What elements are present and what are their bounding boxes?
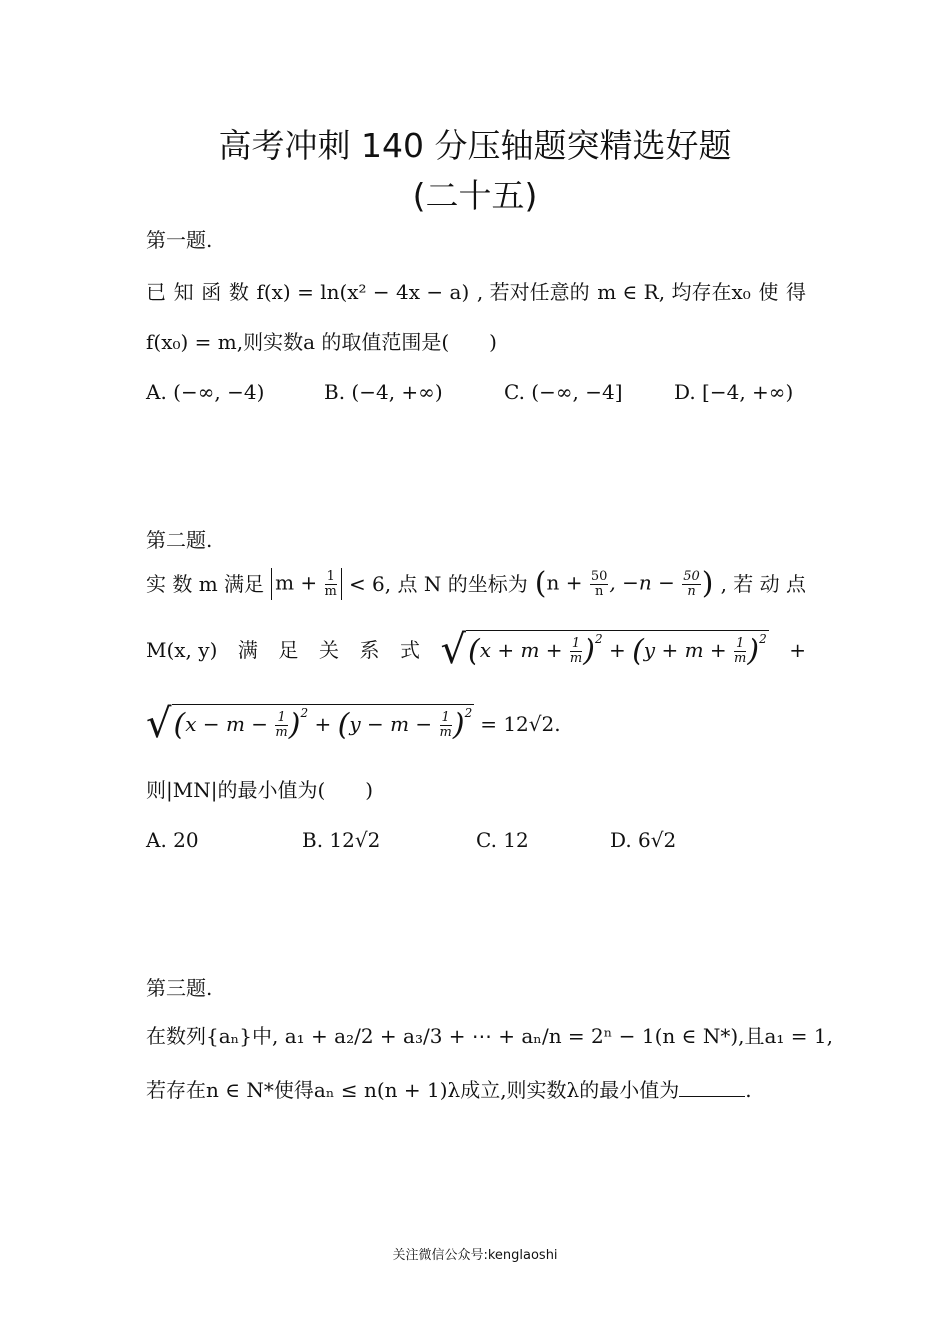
q2-cond-prefix: 实 数 m 满足 [146,572,265,597]
q2-word: 式 [399,638,420,662]
q2-cond-tail: , 若 动 点 [720,572,806,597]
q2-relation-line-2 [146,701,561,747]
q1-word: 得 [785,280,806,304]
q3-line-2 [146,1080,752,1100]
q1-word: , 若对任意的 [476,280,590,304]
q2-radical-1: √ (x + m + $\frac{1}{m}$ )$^2$ + (y + m + $\frac{1}{m}$ )$^2$ [440,627,767,673]
q2-radical-2: √ (x − m − $\frac{1}{m}$ )$^2$ + (y − m − $\frac{1}{m}$ )$^2$ [146,701,473,747]
q3-line-2-text: 若存在n ∈ N*使得aₙ ≤ n(n + 1)λ成立,则实数λ的最小值为 [146,1078,680,1102]
fraction: $\frac{50}{n}$ [590,569,608,599]
q2-abs-text: m + [275,570,324,595]
q3-heading: 第三题. [146,976,213,1000]
q2-relation-line-1 [146,627,806,673]
q2-point-m: M(x, y) [146,638,218,662]
q2-option-d: D. 6√2 [610,828,677,852]
q3-line-1: 在数列{aₙ}中, a₁ + a₂/2 + a₃/3 + ⋯ + aₙ/n = 2ⁿ − 1(n ∈ N*),且a₁ = 1, [146,1024,833,1048]
q1-line-2: f(x₀) = m,则实数a 的取值范围是( ) [146,330,497,354]
q1-option-a: A. (−∞, −4) [146,380,265,404]
q2-heading: 第二题. [146,528,213,552]
q2-option-b: B. 12√2 [302,828,381,852]
fraction: $\frac{1}{m}$ [275,710,288,740]
q2-option-c: C. 12 [476,828,529,852]
fraction: $\frac{1}{m}$ [734,636,747,666]
fraction: $\frac{1}{m}$ [569,636,583,666]
q3-line-2-end: . [745,1078,752,1102]
q1-word: 已 [146,280,166,304]
title-line-2: (二十五) [412,176,538,215]
q1-word: 使 [758,280,779,304]
q1-word: m ∈ R, 均存在x₀ [597,280,751,304]
fraction: $\frac{1}{m}$ [324,569,337,599]
q1-line-1 [146,282,806,302]
fraction: $\frac{50}{n}$ [683,569,700,599]
q2-ask: 则|MN|的最小值为( ) [146,778,374,802]
q1-option-b: B. (−4, +∞) [324,380,443,404]
answer-blank [679,1095,745,1097]
q2-word: 关 [318,638,339,662]
q2-point-n: (n + $\frac{50}{n}$ , −n − $\frac{50}{n}$ ) [534,566,714,602]
footer-note: 关注微信公众号:kenglaoshi [392,1248,558,1263]
q1-word: 数 [228,280,249,304]
q1-option-c: C. (−∞, −4] [504,380,623,404]
q1-function: f(x) = ln(x² − 4x − a) [256,280,470,304]
title-line-1: 高考冲刺 140 分压轴题突精选好题 [218,126,732,165]
q2-word: 系 [359,638,380,662]
q2-option-a: A. 20 [146,828,199,852]
q1-option-d: D. [−4, +∞) [674,380,794,404]
q2-condition-line [146,568,806,600]
q1-heading: 第一题. [146,228,213,252]
q2-equals: = 12√2. [480,712,561,736]
q1-word: 函 [201,280,222,304]
q2-word: 足 [278,638,299,662]
q2-abs-expression [271,568,342,600]
plus-sign: + [789,638,806,662]
q2-cond-rest: < 6, 点 N 的坐标为 [348,572,528,597]
fraction: $\frac{1}{m}$ [439,710,452,740]
q1-word: 知 [173,280,194,304]
q2-word: 满 [237,638,258,662]
